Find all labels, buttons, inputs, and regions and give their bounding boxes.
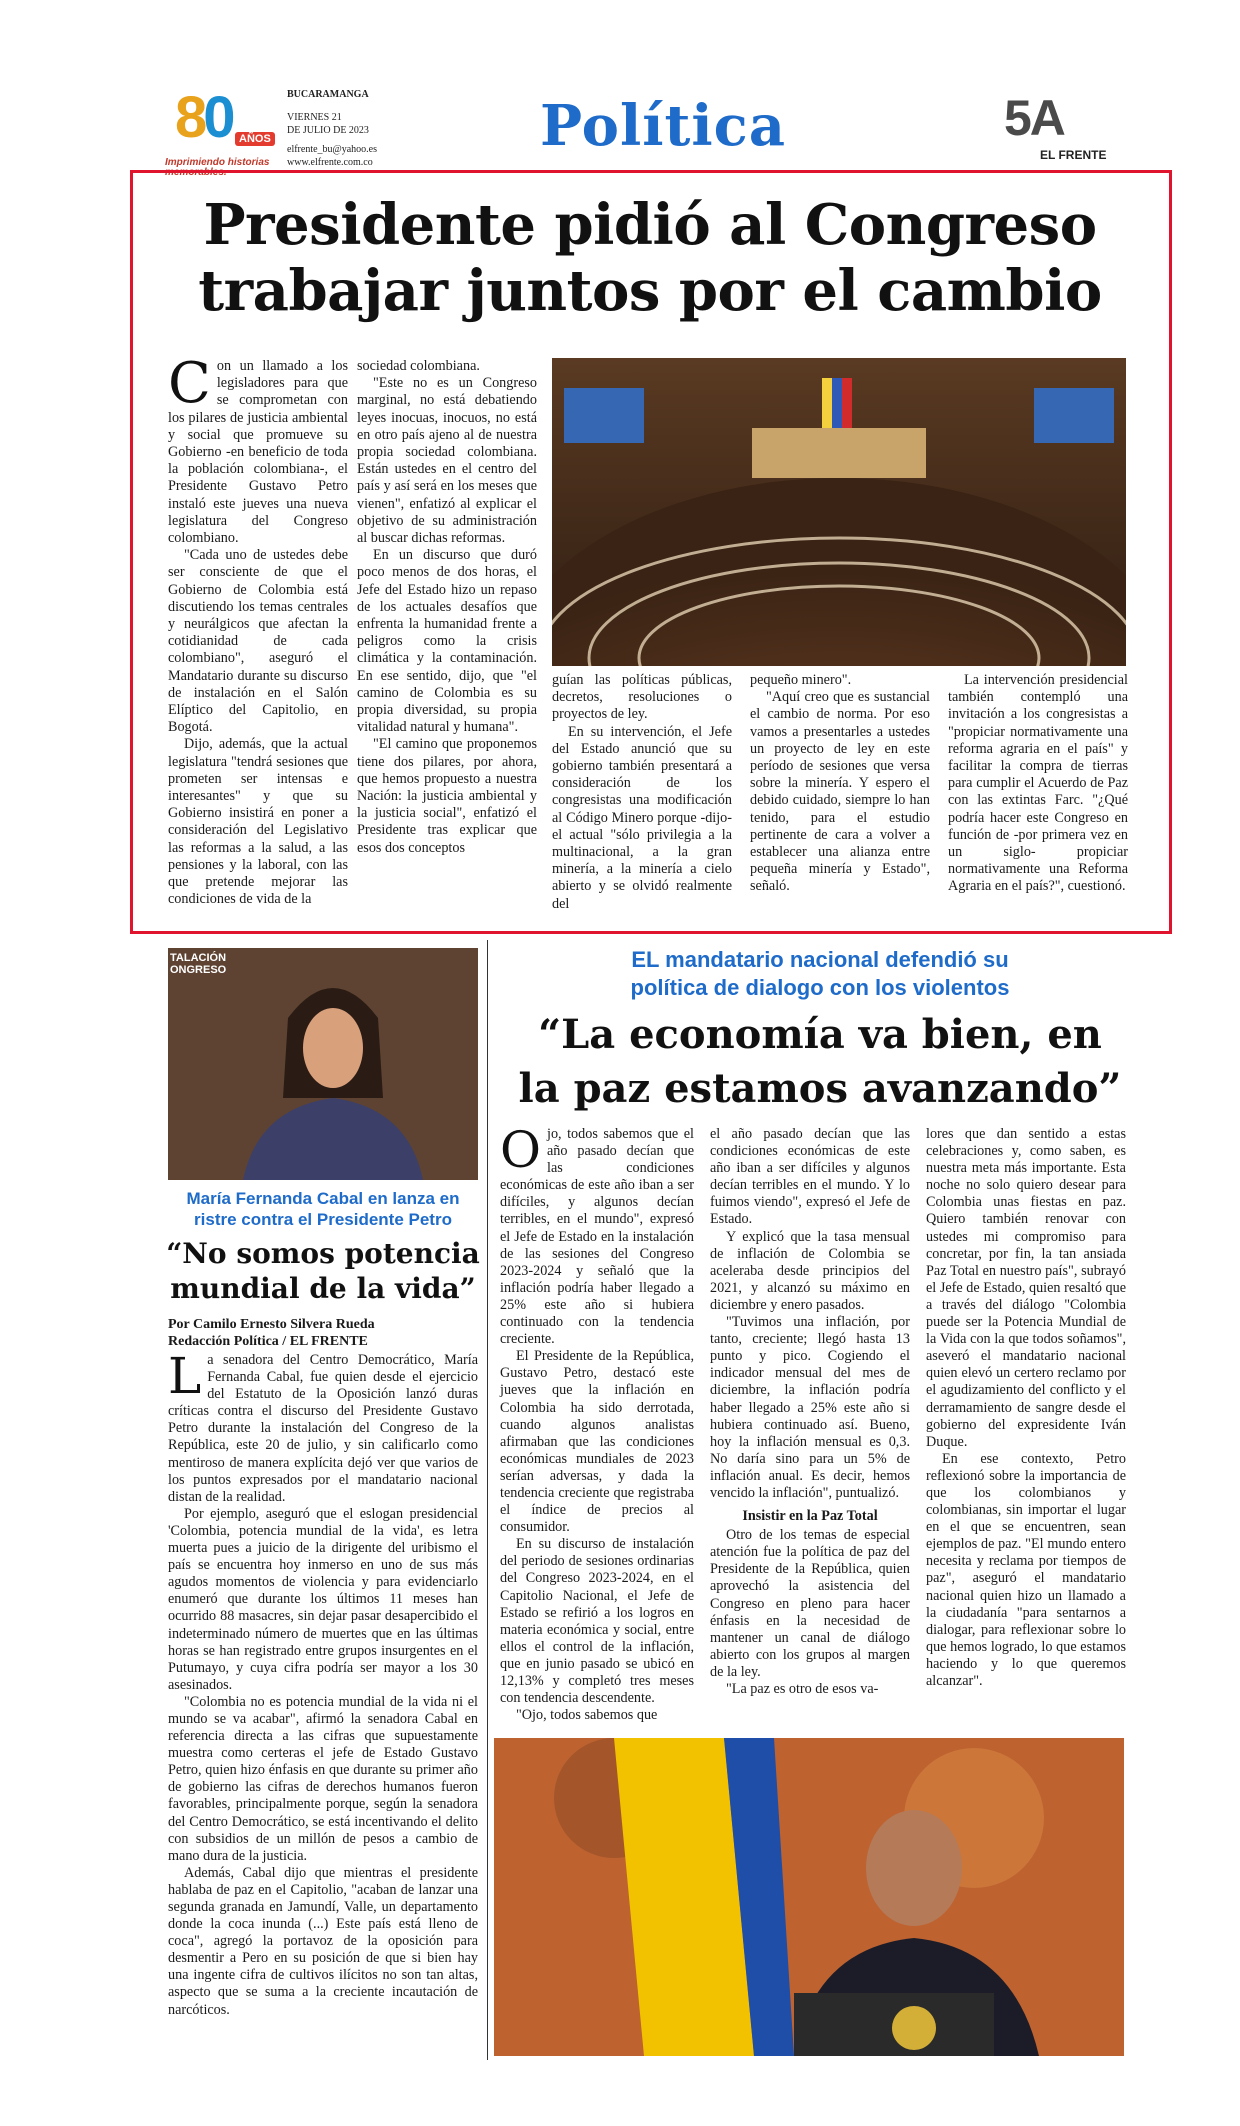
column-divider (487, 940, 488, 2060)
right-headline-line-1: “La economía va bien, en (538, 1011, 1102, 1058)
paragraph: Otro de los temas de especial atención fue la política de paz del Presidente de la República, quien aprovechó la asistencia del Congreso en pleno para hacer énfasis en la necesidad de mantener un canal de diálogo abierto con los grupos al margen de la ley. (710, 1527, 910, 1680)
paragraph: sociedad colombiana. (357, 358, 480, 374)
left-kicker (160, 1188, 486, 1230)
section-title: Política (540, 93, 787, 159)
anniversary-logo (165, 85, 295, 178)
byline-desk: Redacción Política / EL FRENTE (168, 1334, 368, 1349)
main-headline (150, 192, 1150, 324)
right-kicker (500, 946, 1140, 1002)
paragraph: En ese contexto, Petro reflexionó sobre la importancia de que los colombianos y colombianas, sin importar el lugar en el que se encuentren, sean ejemplos de paz. "El mundo entero necesita y reclama por tiempos de paz", aseguró el mandatario nacional quien hizo un llamado a la ciudadanía "para sentarnos a dialogar, para reflexionar sobre lo que hemos logrado, lo que estamos haciendo y lo que queremos alcanzar". (926, 1450, 1126, 1689)
right-kicker-line-1: EL mandatario nacional defendió su (631, 947, 1009, 972)
main-column-5 (948, 672, 1128, 896)
left-kicker-line-1: María Fernanda Cabal en lanza en (186, 1189, 460, 1208)
paragraph: lores que dan sentido a estas celebraciones y, como saben, es nuestra meta más importante. Esta noche no solo quiero desear para Colombia unas fiestas en paz. Quiero también renovar con ustedes mi compromiso para concretar, por fin, la tan ansiada Paz Total en nuestro país", subrayó el Jefe de Estado, quien resaltó que a través del diálogo "Colombia puede ser la Potencia Mundial de la Vida con la que todos soñamos", aseveró el mandatario nacional quien elevó un certero reclamo por el agudizamiento del conflicto y el derramamiento de sangre desde el gobierno del expresidente Iván Duque. (926, 1126, 1126, 1450)
right-column-1 (500, 1121, 694, 1724)
paragraph: "Este no es un Congreso marginal, no está debatiendo leyes inocuas, inocuos, no está en otro país ajeno al de nuestra propia sociedad colombiana. Están ustedes en el centro del país y así será en los meses que vienen", enfatizó al explicar el objetivo de su administración al buscar dichas reformas. (357, 375, 537, 547)
left-kicker-line-2: ristre contra el Presidente Petro (194, 1210, 452, 1229)
cabal-photo (168, 948, 478, 1180)
main-column-4 (750, 672, 930, 896)
header-info (287, 88, 377, 169)
dropcap-c: C (168, 351, 211, 416)
paragraph: guían las políticas públicas, decretos, resoluciones o proyectos de ley. (552, 672, 732, 723)
main-column-3 (552, 672, 732, 913)
website-address: www.elfrente.com.co (287, 157, 373, 168)
logo-anos-badge: AÑOS (235, 132, 275, 146)
petro-photo (494, 1738, 1124, 2056)
page-brand: EL FRENTE (1040, 148, 1107, 162)
main-column-1 (168, 351, 348, 909)
masthead (0, 0, 1240, 178)
main-headline-line-1: Presidente pidió al Congreso (203, 192, 1097, 258)
right-column-3 (926, 1126, 1126, 1690)
cabal-illustration (168, 948, 478, 1180)
dropcap-l: L (168, 1347, 202, 1405)
date-line-2: DE JULIO DE 2023 (287, 125, 369, 136)
congress-illustration (552, 358, 1126, 666)
paragraph: La intervención presidencial también contempló una invitación a los congresistas a "propiciar normativamente una reforma agraria en el país" y facilitar la compra de tierras para cumplir el Acuerdo de Paz con las extintas Farc. "¿Qué podría hacer este Congreso en función de -por primera vez en un siglo- propiciar normativamente una Reforma Agraria en el país?", cuestionó. (948, 672, 1128, 895)
main-headline-line-2: trabajar juntos por el cambio (198, 258, 1102, 324)
email-address: elfrente_bu@yahoo.es (287, 144, 378, 155)
main-column-2 (357, 358, 537, 857)
paragraph: "Colombia no es potencia mundial de la vida ni el mundo se va acabar", afirmó la senadora Cabal en referencia directa a las cifras que supuestamente muestra como certeras el jefe de Estado Gustavo Petro, quien hizo énfasis en que durante su primer año de gobierno las cifras de derechos humanos fueron favorables, principalmente porque, según la senadora del Centro Democrático, se está incentivando el delito con subsidios de un millón de pesos a cambio de mano dura de la justicia. (168, 1693, 478, 1864)
paz-total-subhead: Insistir en la Paz Total (742, 1508, 878, 1525)
photo-overlay-text (170, 952, 226, 976)
paragraph: El Presidente de la República, Gustavo Petro, destacó este jueves que la inflación en Colombia ha sido derrotada, cuando algunos analistas afirmaban que las condiciones económicas mundiales de 2023 serían adversas, y dada la tendencia creciente que registraba el índice de precios al consumidor. (500, 1348, 694, 1536)
paragraph: Por ejemplo, aseguró que el eslogan presidencial 'Colombia, potencia mundial de la vida', es letra muerta pues a juicio de la dirigente del uribismo el país se encuentra hoy inmerso en uno de sus más agudos momentos de violencia y para evidenciarlo enumeró que durante los últimos 11 meses han ocurrido 88 masacres, sin dejar pasar desapercibido el indeterminado número de muertes que en las últimas horas se han registrado entre grupos insurgentes en el Putumayo, y cuya cifra podría ser mayor a los 30 asesinados. (168, 1505, 478, 1693)
paragraph: jo, todos sabemos que el año pasado decían que las condiciones económicas de este año iban a ser difíciles, y algunos decían terribles, en el mundo", expresó el Jefe de Estado en la instalación de las sesiones del Congreso 2023-2024 y señaló que la inflación podría haber llegado a 25% este año si hubiera continuado con la tendencia creciente. (500, 1126, 694, 1348)
paragraph: En su discurso de instalación del periodo de sesiones ordinarias del Congreso 2023-2024, en el Capitolio Nacional, el Jefe de Estado se refirió a los logros en materia económica y social, entre ellos el control de la inflación, que en junio pasado se ubicó en 12,13% y completó tres meses con tendencia descendente. (500, 1536, 694, 1707)
left-story-body (168, 1347, 478, 2019)
logo-tagline: Imprimiendo historias memorables. (165, 157, 270, 178)
left-headline (160, 1236, 486, 1306)
paragraph: a senadora del Centro Democrático, María Fernanda Cabal, fue quien desde el ejercicio del Estatuto de la Oposición lanzó duras críticas contra el discurso del Presidente Gustavo Petro durante la instalación del Congreso de la República, este 20 de julio, y sin calificarlo como mentiroso de manera explícita dejó ver que varios de los puntos expresados por el mandatario nacional distan de la realidad. (168, 1352, 478, 1505)
paragraph: "El camino que proponemos tiene dos pilares, por ahora, que hemos propuesto a nuestra Nación: la justicia ambiental y la justicia social", enfatizó el Presidente tras explicar que esos dos conceptos (357, 736, 537, 856)
left-byline (168, 1316, 488, 1350)
left-headline-line-1: “No somos potencia (166, 1237, 480, 1270)
paragraph: pequeño minero". (750, 672, 852, 688)
date-line-1: VIERNES 21 (287, 112, 342, 123)
paragraph: on un llamado a los legisladores para que se comprometan con los pilares de justicia ambiental y social que promueve su Gobierno -en beneficio de toda la población colombiana-, el Presidente Gustavo Petro instaló este jueves una nueva legislatura del Congreso colombiano. (168, 358, 348, 547)
right-headline-line-2: la paz estamos avanzando” (518, 1065, 1122, 1112)
paragraph: "Ojo, todos sabemos que (516, 1707, 658, 1724)
byline-author: Por Camilo Ernesto Silvera Rueda (168, 1317, 375, 1332)
paragraph: Y explicó que la tasa mensual de inflación de Colombia se aceleraba desde principios del 2021, y alcanzó su máximo en diciembre y enero pasados. (710, 1228, 910, 1313)
city-label: BUCARAMANGA (287, 89, 369, 100)
logo-number: 80 (175, 85, 232, 150)
paragraph: "Aquí creo que es sustancial el cambio de norma. Por eso vamos a presentarles a ustedes un proyecto de ley en este período de sesiones que versa sobre la minería. Y espero el debido cuidado, siempre lo han tenido, para el estudio pertinente de cara a volver a establecer una alianza entre pequeña minería y Estado", señaló. (750, 689, 930, 895)
paragraph: En un discurso que duró poco menos de dos horas, el Jefe del Estado hizo un repaso de los actuales desafíos que enfrenta la humanidad frente a peligros como la crisis climática y la contaminación. En ese sentido, dijo, que "el camino de Colombia es su propia diversidad, su propia vitalidad natural y humana". (357, 547, 537, 736)
page-number: 5A (1004, 90, 1064, 146)
paragraph: "Cada uno de ustedes debe ser consciente de que el Gobierno de Colombia está discutiendo los temas centrales y neurálgicos que afectan la cotidianidad de cada colombiano", aseguró el Mandatario durante su discurso de instalación en el Salón Elíptico del Capitolio, en Bogotá. (168, 547, 348, 736)
paragraph: Dijo, además, que la actual legislatura "tendrá sesiones que prometen ser intensas e interesantes" y que su Gobierno insistirá en poner a consideración del Legislativo las reformas a la salud, a las pensiones y la laboral, con las que pretende mejorar las condiciones de vida de la (168, 736, 348, 908)
paragraph: "La paz es otro de esos va- (726, 1681, 879, 1697)
paragraph: En su intervención, el Jefe del Estado anunció que su gobierno también presentará a consideración de los congresistas una modificación al Código Minero porque -dijo- el actual "sólo privilegia a la multinacional, a la gran minería, a la minería a cielo abierto y se olvidó realmente del (552, 723, 732, 912)
photo-overlay-line-1: TALACIÓN (170, 952, 227, 964)
right-headline (500, 1008, 1140, 1116)
congress-photo (552, 358, 1126, 666)
left-headline-line-2: mundial de la vida” (170, 1272, 476, 1305)
right-kicker-line-2: política de dialogo con los violentos (630, 975, 1010, 1000)
paragraph: el año pasado decían que las condiciones económicas de este año iban a ser difíciles y algunos decían terribles en el mundo. Y lo fuimos viendo", expresó el Jefe de Estado. (710, 1126, 910, 1228)
paragraph: Además, Cabal dijo que mientras el presidente hablaba de paz en el Capitolio, "acaban de lanzar una segunda granada en Jamundí, Valle, un departamento donde la coca inunda (...) Este país está lleno de coca", agregó la portavoz de la oposición para desmentir a Pero en su posición de que si bien hay una ingente cifra de cultivos ilícitos no son tan altas, aspecto que se suma a la creciente incautación de narcóticos. (168, 1864, 478, 2018)
paragraph: "Tuvimos una inflación, por tanto, creciente; llegó hasta 13 punto y pico. Cogiendo el indicador mensual del mes de diciembre, la inflación podría haber llegado a 25% este año si hubiera continuado así. Bueno, hoy la inflación mensual es 0,3. No daría sino para un 5% de inflación anual. Es decir, hemos vencido la inflación", puntualizó. (710, 1314, 910, 1501)
right-column-2 (710, 1126, 910, 1698)
photo-overlay-line-2: ONGRESO (170, 964, 227, 976)
dropcap-o: O (500, 1121, 541, 1179)
petro-illustration (494, 1738, 1124, 2056)
